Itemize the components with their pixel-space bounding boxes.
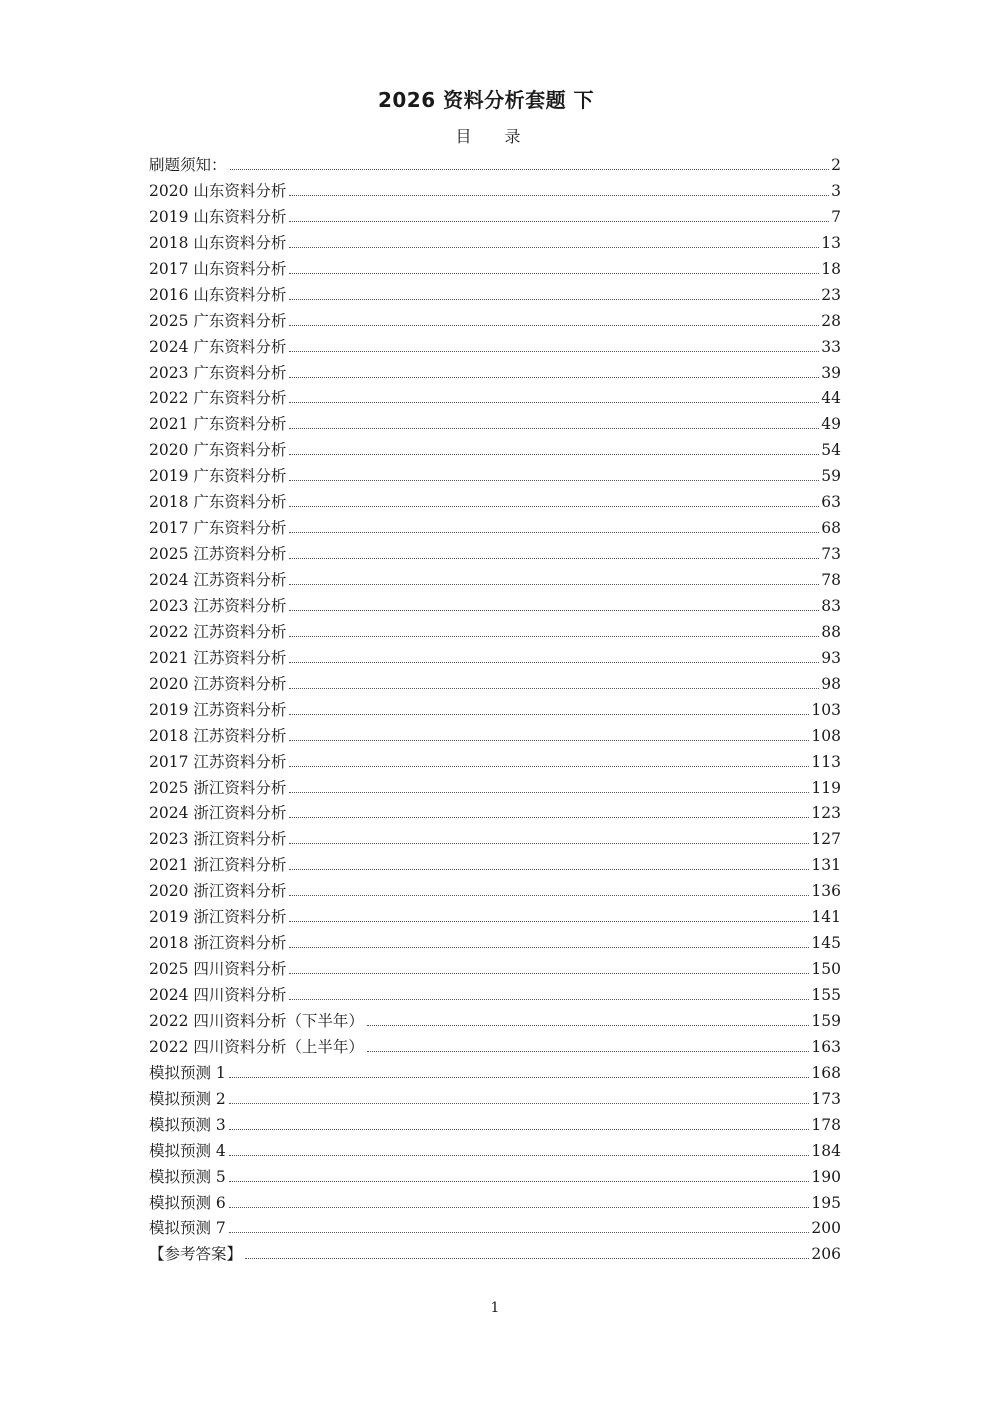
toc-entry-label: 2018 江苏资料分析 [149, 726, 287, 745]
toc-entry-page: 155 [811, 986, 841, 1004]
toc-dot-leader [289, 792, 809, 793]
toc-dot-leader [289, 817, 809, 818]
toc-dot-leader [230, 169, 830, 170]
toc-entry-page: 113 [811, 752, 841, 771]
toc-entry-page: 103 [811, 700, 841, 719]
toc-entry[interactable] [149, 335, 841, 361]
toc-entry-label: 2022 江苏资料分析 [149, 622, 287, 641]
toc-entry-label: 2024 四川资料分析 [149, 986, 287, 1004]
toc-entry-page: 3 [831, 181, 841, 200]
toc-entry[interactable] [149, 827, 841, 853]
toc-dot-leader [289, 247, 819, 248]
toc-entry-page: 33 [821, 337, 841, 356]
toc-entry-page: 83 [821, 596, 841, 615]
toc-dot-leader [289, 402, 819, 403]
toc-dot-leader [289, 636, 819, 637]
toc-entry-label: 2021 广东资料分析 [149, 415, 287, 434]
toc-entry-label: 2017 山东资料分析 [149, 259, 287, 278]
toc-dot-leader [289, 480, 819, 481]
toc-dot-leader [367, 1051, 810, 1052]
toc-entry-page: 44 [821, 389, 841, 408]
toc-entry-label: 2024 浙江资料分析 [149, 804, 287, 823]
toc-entry-label: 2025 四川资料分析 [149, 960, 287, 979]
toc-entry-label: 2025 浙江资料分析 [149, 778, 287, 797]
toc-dot-leader [289, 740, 809, 741]
toc-entry-page: 173 [811, 1089, 841, 1108]
toc-dot-leader [245, 1258, 809, 1259]
toc-dot-leader [289, 662, 819, 663]
toc-entry-label: 2020 江苏资料分析 [149, 674, 287, 693]
toc-entry-page: 78 [821, 571, 841, 589]
toc-entry[interactable] [149, 283, 841, 309]
toc-entry-label: 刷题须知： [149, 156, 227, 174]
toc-entry[interactable] [149, 1191, 841, 1217]
toc-entry-label: 2024 江苏资料分析 [149, 571, 287, 589]
toc-entry[interactable] [149, 698, 841, 724]
toc-entry[interactable] [149, 1165, 841, 1191]
toc-entry[interactable] [149, 464, 841, 490]
toc-dot-leader [289, 947, 809, 948]
toc-dot-leader [289, 299, 819, 300]
toc-dot-leader [289, 377, 819, 378]
toc-dot-leader [289, 221, 829, 222]
toc-entry[interactable] [149, 1009, 841, 1035]
toc-entry-page: 195 [811, 1193, 841, 1212]
toc-entry-label: 2020 浙江资料分析 [149, 882, 287, 901]
toc-dot-leader [289, 999, 809, 1000]
toc-dot-leader [289, 869, 809, 870]
toc-entry[interactable] [149, 957, 841, 983]
toc-entry-page: 7 [831, 207, 841, 226]
toc-entry[interactable] [149, 1087, 841, 1113]
toc-entry-page: 59 [821, 467, 841, 486]
toc-dot-leader [289, 428, 819, 429]
toc-entry[interactable] [149, 672, 841, 698]
toc-entry-page: 136 [811, 882, 841, 901]
page-number: 1 [490, 1300, 500, 1316]
toc-entry[interactable] [149, 1061, 841, 1087]
toc-entry-label: 2024 广东资料分析 [149, 337, 287, 356]
toc-entry-page: 159 [811, 1011, 841, 1030]
toc-entry[interactable] [149, 983, 841, 1009]
toc-entry[interactable] [149, 750, 841, 776]
toc-dot-leader [289, 454, 819, 455]
toc-heading: 目 录 [455, 127, 535, 146]
toc-entry-label: 2016 山东资料分析 [149, 285, 287, 304]
toc-entry[interactable] [149, 879, 841, 905]
toc-entry[interactable] [149, 386, 841, 412]
toc-dot-leader [289, 584, 819, 585]
toc-entry-page: 88 [821, 622, 841, 641]
toc-entry[interactable] [149, 438, 841, 464]
toc-entry-label: 2019 江苏资料分析 [149, 700, 287, 719]
document-title: 2026 资料分析套题 下 [377, 88, 595, 112]
toc-entry-page: 123 [811, 804, 841, 823]
toc-entry-page: 93 [821, 648, 841, 667]
toc-entry-page: 119 [811, 778, 841, 797]
toc-dot-leader [367, 1025, 810, 1026]
toc-entry-page: 49 [821, 415, 841, 434]
toc-entry-label: 2022 四川资料分析（下半年） [149, 1011, 364, 1030]
toc-entry[interactable] [149, 1113, 841, 1139]
toc-entry-page: 184 [811, 1141, 841, 1160]
toc-entry-page: 163 [811, 1037, 841, 1056]
toc-entry[interactable] [149, 594, 841, 620]
toc-entry[interactable] [149, 361, 841, 387]
toc-dot-leader [229, 1181, 810, 1182]
toc-entry-page: 23 [821, 285, 841, 304]
toc-entry-label: 2021 江苏资料分析 [149, 648, 287, 667]
toc-entry-label: 2025 江苏资料分析 [149, 545, 287, 564]
toc-dot-leader [289, 688, 819, 689]
toc-entry[interactable] [149, 231, 841, 257]
toc-dot-leader [289, 506, 819, 507]
toc-entry[interactable] [149, 179, 841, 205]
toc-dot-leader [289, 532, 819, 533]
toc-entry-page: 54 [821, 441, 841, 460]
toc-entry-page: 141 [811, 908, 841, 927]
toc-entry[interactable] [149, 853, 841, 879]
toc-entry[interactable] [149, 801, 841, 827]
toc-entry-label: 2022 广东资料分析 [149, 389, 287, 408]
toc-dot-leader [289, 558, 819, 559]
toc-entry-page: 150 [811, 960, 841, 979]
toc-entry[interactable] [149, 516, 841, 542]
toc-entry-label: 2021 浙江资料分析 [149, 856, 287, 875]
toc-dot-leader [289, 714, 809, 715]
toc-entry[interactable] [149, 153, 841, 179]
toc-entry-page: 13 [821, 233, 841, 252]
toc-entry[interactable] [149, 1242, 841, 1268]
toc-entry[interactable] [149, 257, 841, 283]
toc-dot-leader [289, 273, 819, 274]
toc-dot-leader [289, 610, 819, 611]
toc-dot-leader [229, 1155, 810, 1156]
toc-entry[interactable] [149, 542, 841, 568]
toc-entry[interactable] [149, 205, 841, 231]
toc-entry-page: 39 [821, 363, 841, 382]
toc-entry-label: 2018 浙江资料分析 [149, 934, 287, 953]
toc-entry-label: 模拟预测 1 [149, 1063, 226, 1082]
toc-entry-label: 2020 广东资料分析 [149, 441, 287, 460]
toc-entry[interactable] [149, 646, 841, 672]
toc-entry-page: 131 [811, 856, 841, 875]
toc-entry[interactable] [149, 776, 841, 802]
toc-entry[interactable] [149, 412, 841, 438]
toc-entry-page: 108 [811, 726, 841, 745]
toc-entry-page: 73 [821, 545, 841, 564]
toc-dot-leader [229, 1077, 810, 1078]
toc-entry-page: 206 [811, 1245, 841, 1264]
toc-entry-page: 98 [821, 674, 841, 693]
toc-entry[interactable] [149, 931, 841, 957]
toc-entry[interactable] [149, 490, 841, 516]
toc-entry-page: 68 [821, 519, 841, 538]
toc-entry-page: 28 [821, 311, 841, 330]
toc-entry-label: 【参考答案】 [149, 1245, 243, 1264]
toc-entry-page: 2 [831, 156, 841, 174]
toc-entry[interactable] [149, 620, 841, 646]
toc-dot-leader [289, 895, 809, 896]
toc-entry[interactable] [149, 568, 841, 594]
toc-entry-label: 模拟预测 5 [149, 1167, 226, 1186]
toc-entry[interactable] [149, 1216, 841, 1242]
toc-dot-leader [289, 325, 819, 326]
toc-dot-leader [289, 921, 809, 922]
toc-dot-leader [289, 843, 809, 844]
toc-dot-leader [289, 766, 809, 767]
toc-entry[interactable] [149, 309, 841, 335]
toc-dot-leader [229, 1207, 810, 1208]
toc-entry-label: 2019 浙江资料分析 [149, 908, 287, 927]
toc-entry-label: 模拟预测 7 [149, 1219, 226, 1238]
toc-dot-leader [229, 1129, 810, 1130]
toc-entry-label: 2017 广东资料分析 [149, 519, 287, 538]
toc-entry-label: 2018 山东资料分析 [149, 233, 287, 252]
toc-entry-label: 2017 江苏资料分析 [149, 752, 287, 771]
toc-entry[interactable] [149, 1139, 841, 1165]
toc-entry-label: 2022 四川资料分析（上半年） [149, 1037, 364, 1056]
toc-dot-leader [229, 1232, 810, 1233]
toc-entry-label: 2020 山东资料分析 [149, 181, 287, 200]
toc-entry-label: 模拟预测 4 [149, 1141, 226, 1160]
toc-entry-label: 2023 江苏资料分析 [149, 596, 287, 615]
toc-dot-leader [289, 195, 829, 196]
toc-entry-page: 168 [811, 1063, 841, 1082]
table-of-contents [149, 153, 841, 1268]
toc-entry-page: 190 [811, 1167, 841, 1186]
toc-entry-label: 2023 广东资料分析 [149, 363, 287, 382]
toc-entry-label: 2018 广东资料分析 [149, 493, 287, 512]
toc-dot-leader [229, 1103, 810, 1104]
toc-entry-label: 2025 广东资料分析 [149, 311, 287, 330]
toc-dot-leader [289, 973, 809, 974]
toc-entry[interactable] [149, 1035, 841, 1061]
toc-entry-label: 2019 广东资料分析 [149, 467, 287, 486]
toc-entry-label: 2019 山东资料分析 [149, 207, 287, 226]
toc-entry-label: 模拟预测 3 [149, 1115, 226, 1134]
toc-entry-page: 145 [811, 934, 841, 953]
toc-entry-page: 200 [811, 1219, 841, 1238]
toc-entry-page: 178 [811, 1115, 841, 1134]
toc-entry-page: 127 [811, 830, 841, 849]
toc-entry-label: 2023 浙江资料分析 [149, 830, 287, 849]
toc-dot-leader [289, 351, 819, 352]
toc-entry[interactable] [149, 724, 841, 750]
toc-entry-page: 63 [821, 493, 841, 512]
toc-entry-label: 模拟预测 2 [149, 1089, 226, 1108]
toc-entry-label: 模拟预测 6 [149, 1193, 226, 1212]
toc-entry-page: 18 [821, 259, 841, 278]
toc-entry[interactable] [149, 905, 841, 931]
